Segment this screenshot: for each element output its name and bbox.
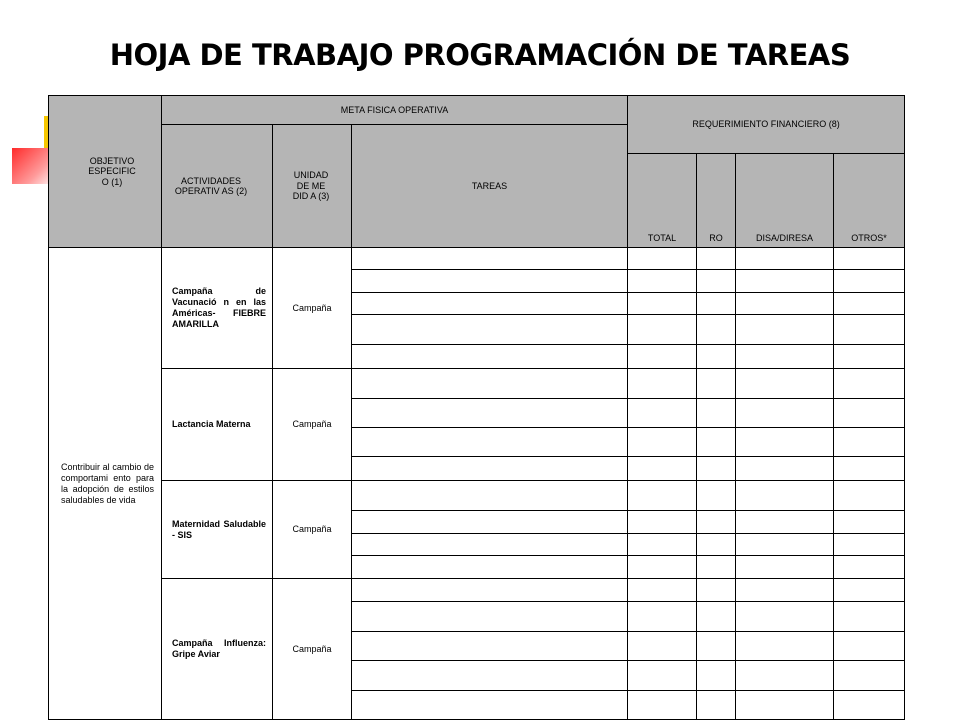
activity-cell [162, 579, 273, 720]
disa-cell[interactable] [736, 293, 834, 315]
unit-cell: Campaña [273, 248, 352, 369]
header-total: TOTAL [628, 154, 697, 248]
task-cell[interactable] [352, 248, 628, 270]
otros-cell[interactable] [834, 315, 905, 345]
task-cell[interactable] [352, 602, 628, 632]
otros-cell[interactable] [834, 579, 905, 602]
header-meta-fisica: META FISICA OPERATIVA [162, 96, 628, 125]
disa-cell[interactable] [736, 691, 834, 720]
task-cell[interactable] [352, 457, 628, 481]
ro-cell[interactable] [697, 661, 736, 691]
table-row [49, 481, 905, 511]
header-otros: OTROS* [834, 154, 905, 248]
otros-cell[interactable] [834, 428, 905, 457]
ro-cell[interactable] [697, 399, 736, 428]
otros-cell[interactable] [834, 369, 905, 399]
task-cell[interactable] [352, 369, 628, 399]
total-cell[interactable] [628, 534, 697, 556]
task-programming-table [48, 95, 905, 720]
table-row [49, 369, 905, 399]
task-cell[interactable] [352, 428, 628, 457]
page-title: HOJA DE TRABAJO PROGRAMACIÓN DE TAREAS [109, 38, 851, 72]
otros-cell[interactable] [834, 602, 905, 632]
activity-cell [162, 481, 273, 579]
disa-cell[interactable] [736, 556, 834, 579]
header-unidad-medida [273, 125, 352, 248]
ro-cell[interactable] [697, 579, 736, 602]
ro-cell[interactable] [697, 511, 736, 534]
disa-cell[interactable] [736, 428, 834, 457]
otros-cell[interactable] [834, 481, 905, 511]
ro-cell[interactable] [697, 369, 736, 399]
activity-cell [162, 248, 273, 369]
disa-cell[interactable] [736, 457, 834, 481]
header-actividades [162, 125, 273, 248]
ro-cell[interactable] [697, 691, 736, 720]
ro-cell[interactable] [697, 602, 736, 632]
otros-cell[interactable] [834, 661, 905, 691]
activity-cell [162, 369, 273, 481]
ro-cell[interactable] [697, 457, 736, 481]
total-cell[interactable] [628, 369, 697, 399]
otros-cell[interactable] [834, 632, 905, 661]
task-cell[interactable] [352, 293, 628, 315]
disa-cell[interactable] [736, 602, 834, 632]
unit-cell: Campaña [273, 369, 352, 481]
total-cell[interactable] [628, 556, 697, 579]
task-cell[interactable] [352, 534, 628, 556]
otros-cell[interactable] [834, 399, 905, 428]
activity-name: Maternidad Saludable - SIS [172, 518, 266, 540]
task-cell[interactable] [352, 399, 628, 428]
otros-cell[interactable] [834, 345, 905, 369]
total-cell[interactable] [628, 248, 697, 270]
total-cell[interactable] [628, 602, 697, 632]
task-cell[interactable] [352, 511, 628, 534]
ro-cell[interactable] [697, 534, 736, 556]
task-cell[interactable] [352, 661, 628, 691]
total-cell[interactable] [628, 632, 697, 661]
task-cell[interactable] [352, 345, 628, 369]
disa-cell[interactable] [736, 661, 834, 691]
disa-cell[interactable] [736, 345, 834, 369]
header-unidad-label: UNIDAD DE ME DID A (3) [292, 170, 330, 202]
activity-name: Campaña de Vacunació n en las Américas- FIEBRE AMARILLA [172, 286, 266, 329]
total-cell[interactable] [628, 399, 697, 428]
ro-cell[interactable] [697, 428, 736, 457]
activity-name: Lactancia Materna [172, 419, 251, 429]
task-cell[interactable] [352, 481, 628, 511]
total-cell[interactable] [628, 691, 697, 720]
total-cell[interactable] [628, 428, 697, 457]
ro-cell[interactable] [697, 481, 736, 511]
table-row [49, 248, 905, 270]
total-cell[interactable] [628, 481, 697, 511]
disa-cell[interactable] [736, 270, 834, 293]
header-requerimiento-financiero: REQUERIMIENTO FINANCIERO (8) [628, 96, 905, 154]
disa-cell[interactable] [736, 534, 834, 556]
total-cell[interactable] [628, 579, 697, 602]
ro-cell[interactable] [697, 315, 736, 345]
unit-cell: Campaña [273, 481, 352, 579]
ro-cell[interactable] [697, 556, 736, 579]
header-disa-diresa: DISA/DIRESA [736, 154, 834, 248]
otros-cell[interactable] [834, 691, 905, 720]
disa-cell[interactable] [736, 632, 834, 661]
task-cell[interactable] [352, 691, 628, 720]
header-ro: RO [697, 154, 736, 248]
total-cell[interactable] [628, 270, 697, 293]
ro-cell[interactable] [697, 293, 736, 315]
disa-cell[interactable] [736, 248, 834, 270]
total-cell[interactable] [628, 457, 697, 481]
disa-cell[interactable] [736, 579, 834, 602]
total-cell[interactable] [628, 345, 697, 369]
task-cell[interactable] [352, 632, 628, 661]
activity-name: Campaña Influenza: Gripe Aviar [172, 638, 266, 659]
ro-cell[interactable] [697, 270, 736, 293]
total-cell[interactable] [628, 661, 697, 691]
task-cell[interactable] [352, 270, 628, 293]
ro-cell[interactable] [697, 248, 736, 270]
otros-cell[interactable] [834, 556, 905, 579]
task-cell[interactable] [352, 556, 628, 579]
ro-cell[interactable] [697, 632, 736, 661]
otros-cell[interactable] [834, 457, 905, 481]
decorative-red-square [12, 148, 48, 184]
total-cell[interactable] [628, 511, 697, 534]
disa-cell[interactable] [736, 315, 834, 345]
disa-cell[interactable] [736, 399, 834, 428]
otros-cell[interactable] [834, 270, 905, 293]
task-cell[interactable] [352, 579, 628, 602]
table-row [49, 579, 905, 602]
header-objetivo-label: OBJETIVO ESPECIFIC O (1) [88, 155, 136, 187]
header-actividades-label: ACTIVIDADES OPERATIV AS (2) [174, 175, 248, 196]
otros-cell[interactable] [834, 534, 905, 556]
header-tareas: TAREAS [352, 125, 628, 248]
ro-cell[interactable] [697, 345, 736, 369]
disa-cell[interactable] [736, 369, 834, 399]
task-cell[interactable] [352, 315, 628, 345]
disa-cell[interactable] [736, 511, 834, 534]
objective-text: Contribuir al cambio de comportami ento para la adopción de estilos saludables de vida [61, 461, 154, 505]
otros-cell[interactable] [834, 248, 905, 270]
objective-cell [49, 248, 162, 720]
header-objetivo [49, 96, 162, 248]
total-cell[interactable] [628, 293, 697, 315]
otros-cell[interactable] [834, 511, 905, 534]
unit-cell: Campaña [273, 579, 352, 720]
otros-cell[interactable] [834, 293, 905, 315]
disa-cell[interactable] [736, 481, 834, 511]
total-cell[interactable] [628, 315, 697, 345]
